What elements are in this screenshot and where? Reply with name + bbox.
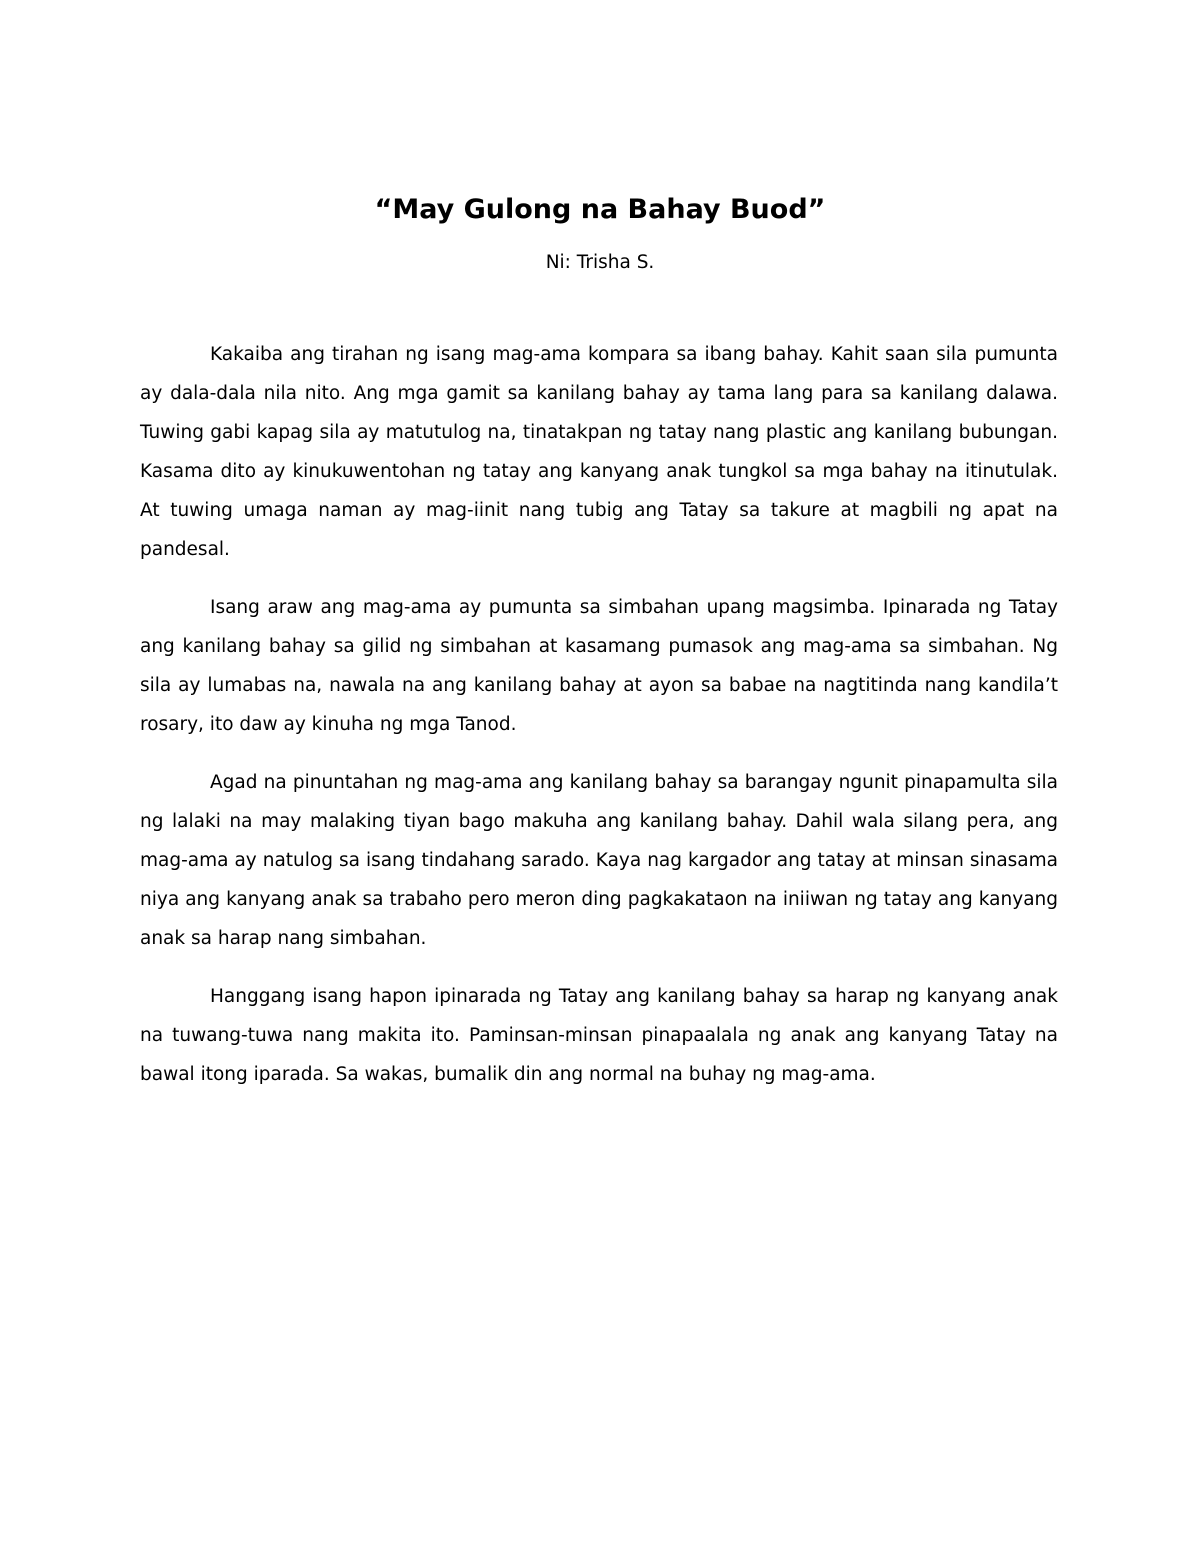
paragraph-4: Hanggang isang hapon ipinarada ng Tatay ang kanilang bahay sa harap ng kanyang anak na tuwang-tuwa nang makita ito. Paminsan-minsan pinapaalala ng anak ang kanyang Tatay na bawal itong iparada. Sa wakas, bumalik din ang normal na buhay ng mag-ama. bbox=[140, 986, 1058, 1085]
paragraph-3: Agad na pinuntahan ng mag-ama ang kanilang bahay sa barangay ngunit pinapamulta sila ng lalaki na may malaking tiyan bago makuha ang kanilang bahay. Dahil wala silang pera, ang mag-ama ay natulog sa isang tindahang sarado. Kaya nag kargador ang tatay at minsan sinasama niya ang kanyang anak sa trabaho pero meron ding pagkakataon na iniiwan ng tatay ang kanyang anak sa harap nang simbahan. bbox=[140, 772, 1058, 949]
paragraph-1: Kakaiba ang tirahan ng isang mag-ama kompara sa ibang bahay. Kahit saan sila pumunta ay dala-dala nila nito. Ang mga gamit sa kanilang bahay ay tama lang para sa kanilang dalawa. Tuwing gabi kapag sila ay matutulog na, tinatakpan ng tatay nang plastic ang kanilang bubungan. Kasama dito ay kinukuwentohan ng tatay ang kanyang anak tungkol sa mga bahay na itinutulak. At tuwing umaga naman ay mag-iinit nang tubig ang Tatay sa takure at magbili ng apat na pandesal. bbox=[140, 344, 1058, 560]
document-title: “May Gulong na Bahay Buod” bbox=[374, 194, 826, 225]
paragraph-2: Isang araw ang mag-ama ay pumunta sa simbahan upang magsimba. Ipinarada ng Tatay ang kanilang bahay sa gilid ng simbahan at kasamang pumasok ang mag-ama sa simbahan. Ng sila ay lumabas na, nawala na ang kanilang bahay at ayon sa babae na nagtitinda nang kandila’t rosary, ito daw ay kinuha ng mga Tanod. bbox=[140, 597, 1058, 735]
document-body bbox=[140, 335, 1058, 1113]
document-author: Ni: Trisha S. bbox=[545, 252, 655, 273]
